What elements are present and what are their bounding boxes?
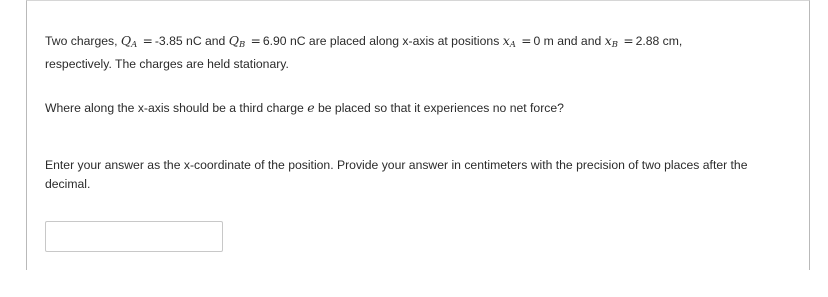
position-xb-symbol: $x_B$: [604, 33, 618, 50]
statement-text-line2: respectively. The charges are held stationary.: [45, 57, 289, 71]
charge-qa-symbol: $Q_A$: [120, 33, 138, 50]
question-card: [26, 0, 810, 270]
answer-input[interactable]: [45, 221, 223, 252]
charge-qa-value: -3.85 nC and: [154, 34, 229, 48]
third-charge-symbol: e: [307, 100, 315, 115]
answer-instructions: Enter your answer as the x-coordinate of the position. Provide your answer in centimeters with the precision of two places after the decimal.: [45, 158, 748, 191]
position-xa-value: 0 m and and: [533, 34, 605, 48]
statement-text: Two charges,: [45, 34, 121, 48]
position-xb-value: 2.88 cm,: [635, 34, 683, 48]
prompt-text: Where along the x-axis should be a third charge: [45, 101, 308, 115]
prompt-text-end: be placed so that it experiences no net force?: [314, 101, 564, 115]
question-prompt: [45, 98, 765, 118]
equals-sign: =: [142, 34, 153, 48]
position-xa-symbol: $x_A$: [502, 33, 516, 50]
problem-statement: [45, 31, 765, 74]
equals-sign: =: [250, 34, 261, 48]
charge-qb-value: 6.90 nC are placed along x-axis at positions: [262, 34, 503, 48]
equals-sign: =: [521, 34, 532, 48]
charge-qb-symbol: $Q_B$: [228, 33, 246, 50]
equals-sign: =: [623, 34, 634, 48]
